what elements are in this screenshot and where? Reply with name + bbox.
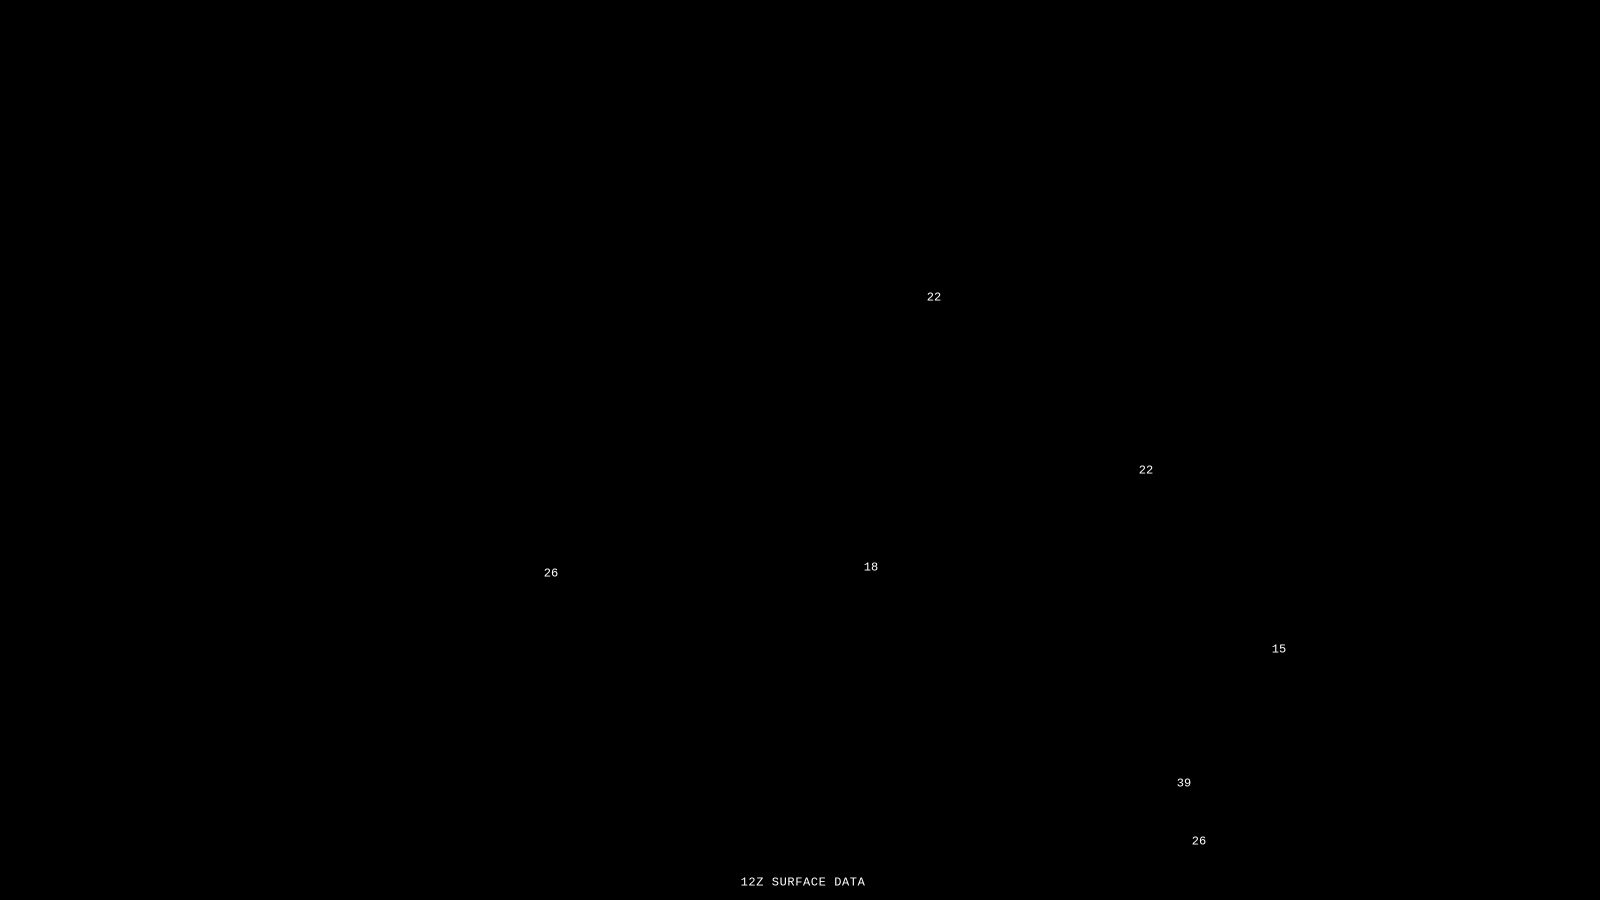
station-value-label: 18 [863,560,879,575]
station-value-label: 15 [1271,642,1287,657]
station-value-label: 26 [1191,834,1207,849]
station-value-label: 39 [1176,776,1192,791]
station-value-label: 22 [926,290,942,305]
station-value-label: 22 [1138,463,1154,478]
station-value-label: 26 [543,566,559,581]
plot-title: 12Z SURFACE DATA [740,875,866,890]
